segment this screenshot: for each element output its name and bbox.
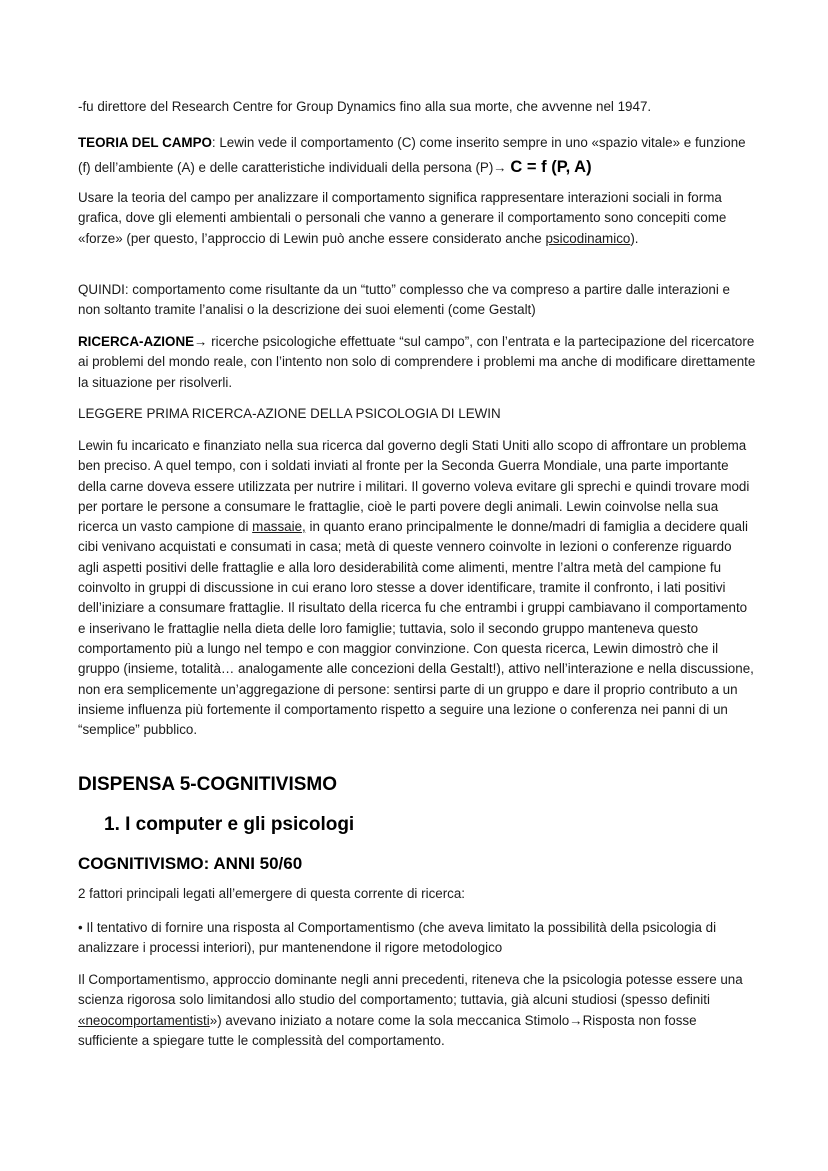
paragraph-direttore: -fu direttore del Research Centre for Group Dynamics fino alla sua morte, che avvenne nel 1947. (78, 99, 652, 114)
paragraph-teoria-del-campo (78, 131, 756, 180)
underlined-neocomportamentisti: «neocomportamentisti (78, 1012, 210, 1028)
paragraph-lewin-ricerca: Lewin fu incaricato e finanziato nella sua ricerca dal governo degli Stati Uniti allo scopo di affrontare un problema ben preciso. A quel tempo, con i soldati inviati al fronte per la Seconda Guerra Mondiale, una parte importante della carne doveva essere utilizzata per nutrire i militari. Il governo voleva evitare gli sprechi e quindi trovare modi per portare le persone a consumare le frattaglie, cioè le parti povere degli animali. Lewin coinvolse nella sua ricerca un vasto campione di massaie, in quanto erano principalmente le donne/madri di famiglia a decidere quali cibi venivano acquistati e consumati in casa; metà di queste vennero coinvolte in lezioni o conferenze riguardo agli aspetti positivi delle frattaglie e alla loro desiderabilità come alimenti, mentre l’altra metà del campione fu coinvolto in gruppi di discussione in cui erano loro stesse a dover identificare, tramite il confronto, i lati positivi dell’iniziare a consumare frattaglie. Il risultato della ricerca fu che entrambi i gruppi cambiavano il comportamento e inserivano le frattaglie nella dieta delle loro famiglie; tuttavia, solo il secondo gruppo manteneva questo comportamento più a lungo nel tempo e con maggior convinzione. Con questa ricerca, Lewin dimostrò che il gruppo (insieme, totalità… analogamente alle concezioni della Gestalt!), attivo nell’interazione e nella discussione, non era semplicemente un’aggregazione di persone: sentirsi parte di un gruppo e dare il proprio contributo a un insieme influenza più fortemente il comportamento rispetto a seguire una lezione o conferenza nei panni di un “semplice” pubblico. (78, 438, 754, 738)
teoria-text: : Lewin vede il comportamento (C) come inserito sempre in uno «spazio vitale» e funzione (f) dell’ambiente (A) e delle caratteristiche individuali della persona (P)→ (78, 135, 746, 175)
paragraph-comportamentismo: Il Comportamentismo, approccio dominante negli anni precedenti, riteneva che la psicologia potesse essere una scienza rigorosa solo limitandosi allo studio del comportamento; tuttavia, già alcuni studiosi (spesso definiti «neocomportamentisti») avevano iniziato a notare come la sola meccanica Stimolo→Risposta non fosse sufficiente a spiegare tutte le complessità del comportamento. (78, 972, 743, 1048)
bullet-item: • Il tentativo di fornire una risposta al Comportamentismo (che aveva limitato la possibilità della psicologia di analizzare i processi interiori), pur mantenendone il rigore metodologico (78, 920, 717, 956)
paragraph-leggere: LEGGERE PRIMA RICERCA-AZIONE DELLA PSICOLOGIA DI LEWIN (78, 406, 501, 421)
teoria-label: TEORIA DEL CAMPO (78, 135, 212, 150)
paragraph-usare-teoria: Usare la teoria del campo per analizzare il comportamento significa rappresentare interazioni sociali in forma grafica, dove gli elementi ambientali o personali che vanno a generare il comportamento sono concepiti come «forze» (per questo, l’approccio di Lewin può anche essere considerato anche psicodinamico). (78, 190, 727, 246)
paragraph-quindi: QUINDI: comportamento come risultante da un “tutto” complesso che va compreso a partire dalle interazioni e non soltanto tramite l’analisi o la descrizione dei suoi elementi (come Gestalt) (78, 282, 730, 318)
heading-computer-psicologi: 1. I computer e gli psicologi (104, 814, 355, 835)
heading-cognitivismo-anni: COGNITIVISMO: ANNI 50/60 (78, 854, 303, 873)
heading-dispensa-5: DISPENSA 5-COGNITIVISMO (78, 774, 337, 795)
field-theory-formula: C = f (P, A) (510, 158, 592, 176)
paragraph-fattori: 2 fattori principali legati all’emergere di questa corrente di ricerca: (78, 886, 466, 901)
underlined-psicodinamico: psicodinamico (545, 230, 631, 246)
paragraph-ricerca-azione: RICERCA-AZIONE→ ricerche psicologiche effettuate “sul campo”, con l’entrata e la partecipazione del ricercatore ai problemi del mondo reale, con l’intento non solo di comprendere i problemi ma anche di modificare direttamente la situazione per risolverli. (78, 334, 756, 390)
underlined-massaie: massaie, (252, 519, 306, 535)
ricerca-azione-label: RICERCA-AZIONE→ (78, 334, 208, 349)
